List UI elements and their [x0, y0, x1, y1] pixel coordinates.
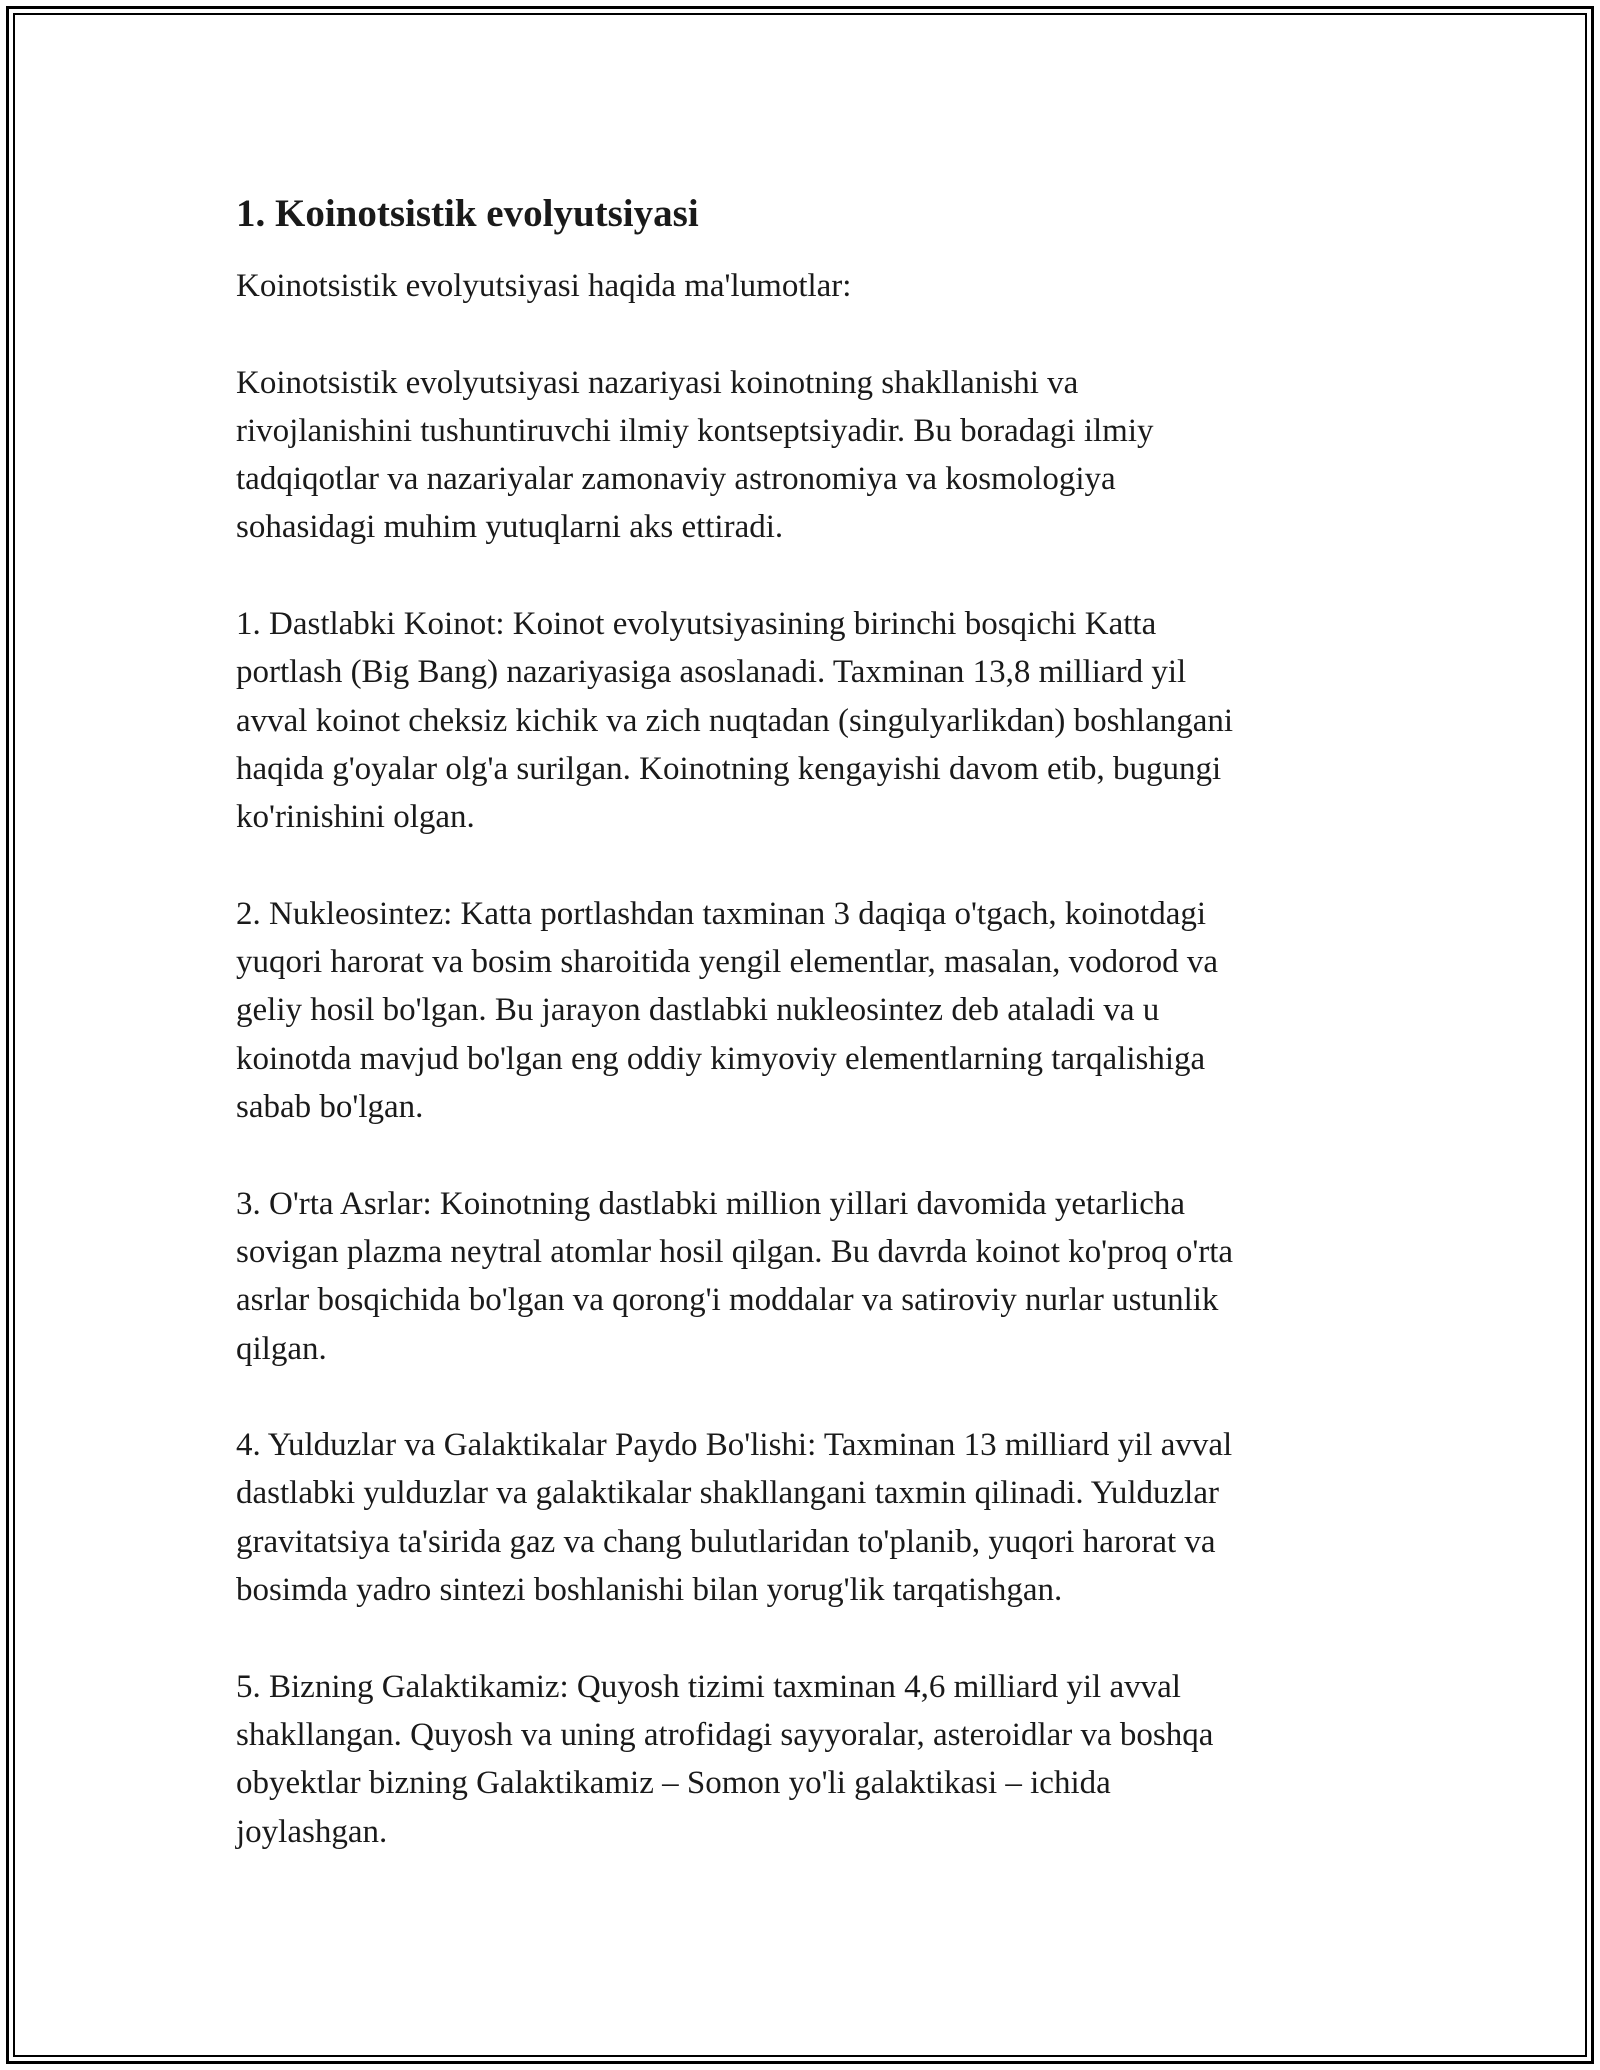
paragraph-overview: Koinotsistik evolyutsiyasi nazariyasi koinotning shakllanishi va rivojlanishini tushuntiruvchi ilmiy kontseptsiyadir. Bu boradagi ilmiy tadqiqotlar va nazariyalar zamonaviy astronomiya va kosmologiya sohasidagi muhim yutuqlarni aks ettiradi. [236, 364, 1154, 546]
section-title: 1. Koinotsistik evolyutsiyasi [236, 192, 699, 235]
paragraph-middle-ages: 3. O'rta Asrlar: Koinotning dastlabki million yillari davomida yetarlicha sovigan plazma neytral atomlar hosil qilgan. Bu davrda koinot ko'proq o'rta asrlar bosqichida bo'lgan va qorong'i moddalar va satiroviy nurlar ustunlik qilgan. [236, 1185, 1234, 1367]
paragraph-early-universe: 1. Dastlabki Koinot: Koinot evolyutsiyasining birinchi bosqichi Katta portlash (Big Bang) nazariyasiga asoslanadi. Taxminan 13,8 milliard yil avval koinot cheksiz kichik va zich nuqtadan (singulyarlikdan) boshlangani haqida g'oyalar olg'a surilgan. Koinotning kengayishi davom etib, bugungi ko'rinishini olgan. [236, 606, 1234, 836]
intro-line: Koinotsistik evolyutsiyasi haqida ma'lumotlar: [236, 268, 852, 304]
paragraph-stars-galaxies: 4. Yulduzlar va Galaktikalar Paydo Bo'lishi: Taxminan 13 milliard yil avval dastlabki yulduzlar va galaktikalar shakllangani taxmin qilinadi. Yulduzlar gravitatsiya ta'sirida gaz va chang bulutlaridan to'planib, yuqori harorat va bosimda yadro sintezi boshlanishi bilan yorug'lik tarqatishgan. [236, 1427, 1233, 1609]
paragraph-nucleosynthesis: 2. Nukleosintez: Katta portlashdan taxminan 3 daqiqa o'tgach, koinotdagi yuqori harorat va bosim sharoitida yengil elementlar, masalan, vodorod va geliy hosil bo'lgan. Bu jarayon dastlabki nukleosintez deb ataladi va u koinotda mavjud bo'lgan eng oddiy kimyoviy elementlarning tarqalishiga sabab bo'lgan. [236, 895, 1218, 1126]
paragraph-our-galaxy: 5. Bizning Galaktikamiz: Quyosh tizimi taxminan 4,6 milliard yil avval shakllangan. Quyosh va uning atrofidagi sayyoralar, asteroidlar va boshqa obyektlar bizning Galaktikamiz – Somon yo'li galaktikasi – ichida joylashgan. [236, 1668, 1214, 1850]
document-body [236, 190, 1366, 1904]
